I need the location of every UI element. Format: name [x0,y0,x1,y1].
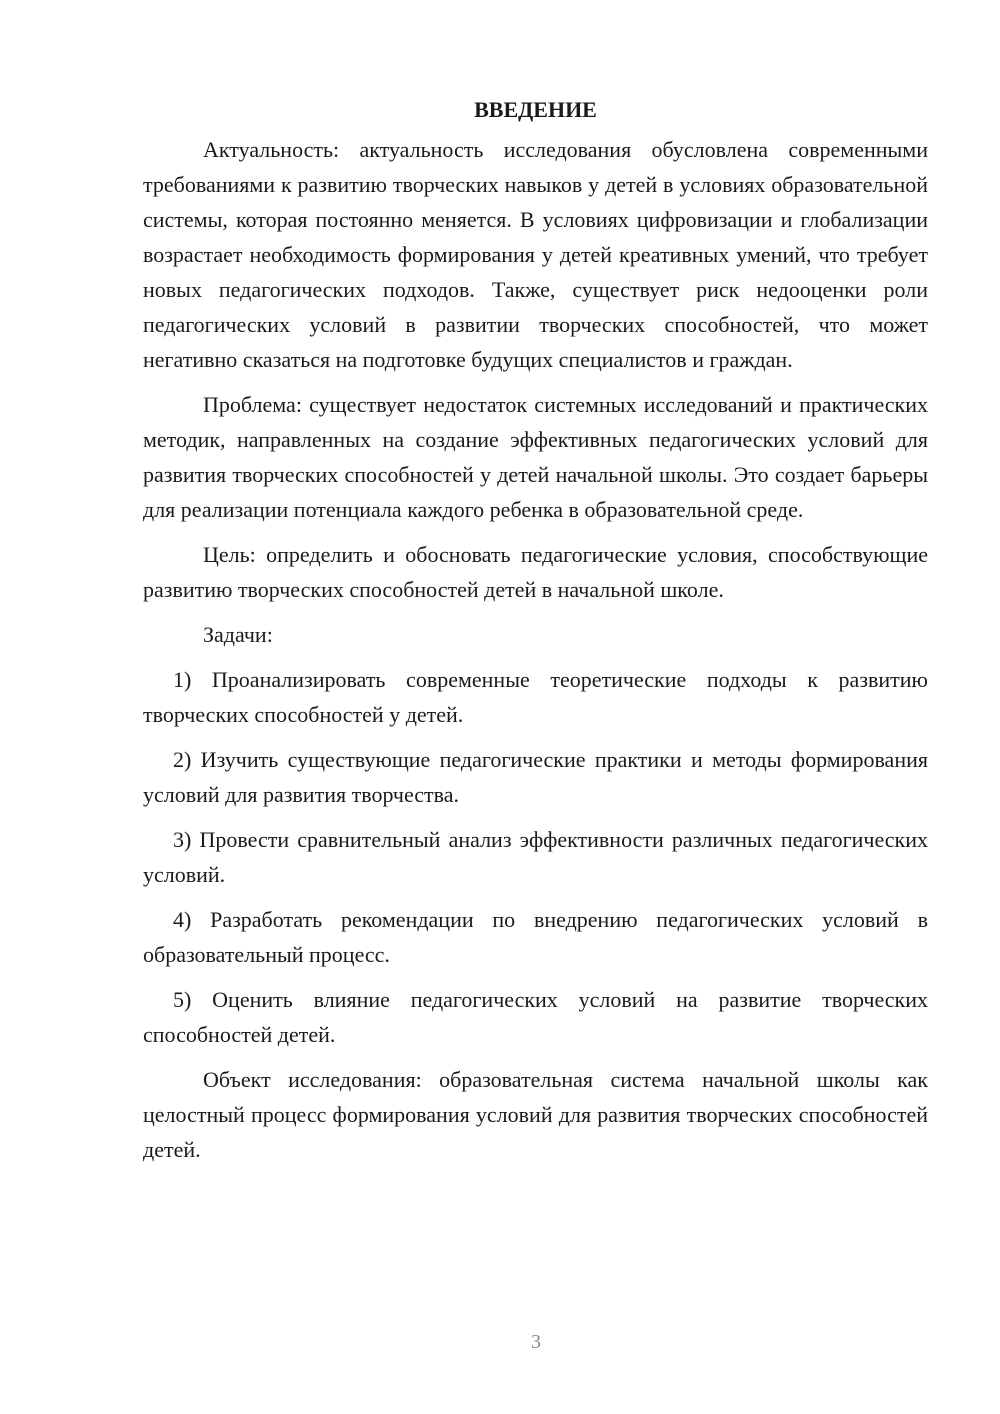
page-number: 3 [531,1331,541,1353]
task-item-4: 4) Разработать рекомендации по внедрению педагогических условий в образовательный процесс. [143,907,928,967]
goal-paragraph: Цель: определить и обосновать педагогические условия, способствующие развитию творческих способностей детей в начальной школе. [143,542,928,602]
page-title: ВВЕДЕНИЕ [474,97,597,122]
relevance-paragraph: Актуальность: актуальность исследования обусловлена современными требованиями к развитию творческих навыков у детей в условиях образовательной системы, которая постоянно меняется. В условиях цифровизации и глобализации возрастает необходимость формирования у детей креативных умений, что требует новых педагогических подходов. Также, существует риск недооценки роли педагогических условий в развитии творческих способностей, что может негативно сказаться на подготовке будущих специалистов и граждан. [143,137,928,372]
document-page [143,92,928,1177]
tasks-label: Задачи: [203,622,273,647]
object-paragraph: Объект исследования: образовательная система начальной школы как целостный процесс формирования условий для развития творческих способностей детей. [143,1067,928,1162]
task-item-1: 1) Проанализировать современные теоретические подходы к развитию творческих способностей у детей. [143,667,928,727]
task-item-2: 2) Изучить существующие педагогические практики и методы формирования условий для развития творчества. [143,747,928,807]
task-item-3: 3) Провести сравнительный анализ эффективности различных педагогических условий. [143,827,928,887]
tasks-list [143,662,928,1052]
task-item-5: 5) Оценить влияние педагогических условий на развитие творческих способностей детей. [143,987,928,1047]
problem-paragraph: Проблема: существует недостаток системных исследований и практических методик, направленных на создание эффективных педагогических условий для развития творческих способностей у детей начальной школы. Это создает барьеры для реализации потенциала каждого ребенка в образовательной среде. [143,392,928,522]
